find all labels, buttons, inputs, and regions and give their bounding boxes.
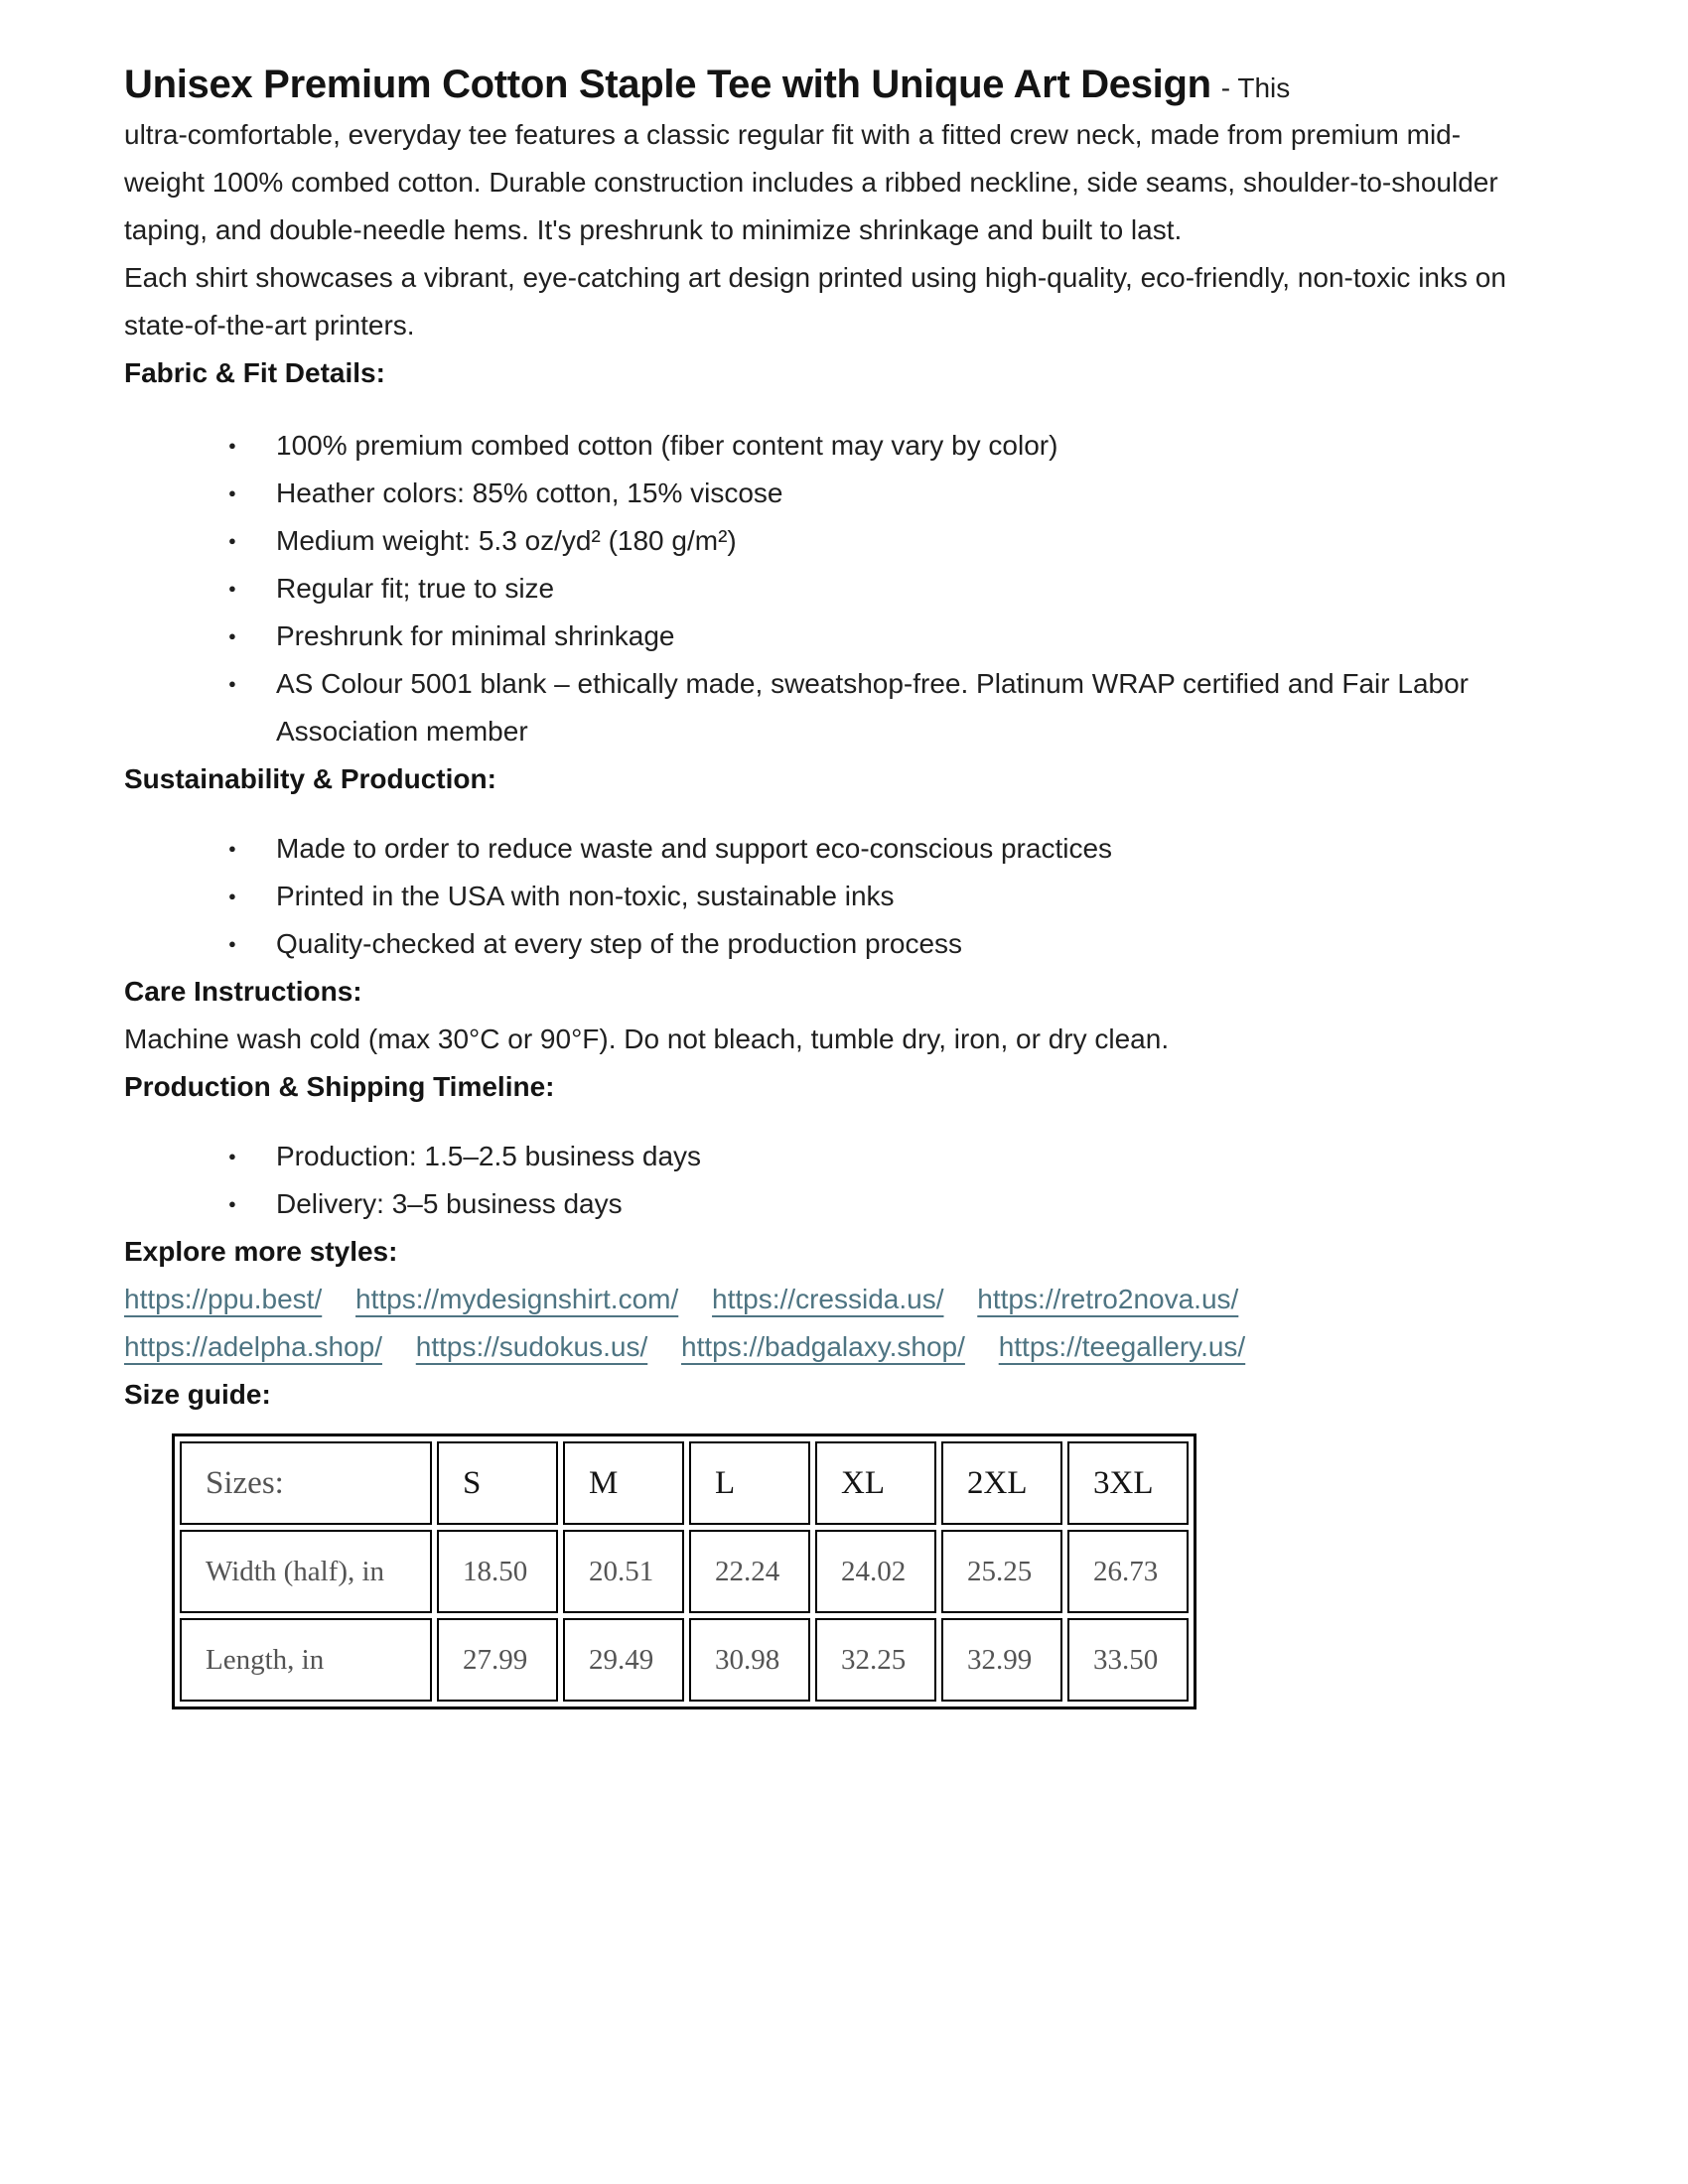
table-cell-length-l: 30.98 <box>689 1618 810 1702</box>
list-item: ● Heather colors: 85% cotton, 15% viscose <box>226 470 1521 517</box>
list-item: ● Made to order to reduce waste and support eco-conscious practices <box>226 825 1521 873</box>
intro-paragraph-1: ultra-comfortable, everyday tee features a classic regular fit with a fitted crew neck, made from premium mid-weight 100% combed cotton. Durable construction includes a ribbed neckline, side seams, shoulder-to-shoulder taping, and double-needle hems. It's preshrunk to minimize shrinkage and built to last. <box>124 119 1498 245</box>
heading-production-shipping: Production & Shipping Timeline: <box>124 1071 555 1102</box>
list-item: ● AS Colour 5001 blank – ethically made, sweatshop-free. Platinum WRAP certified and Fair Labor Association member <box>226 660 1521 755</box>
links-row-1 <box>124 1276 1521 1323</box>
table-cell-width-l: 22.24 <box>689 1530 810 1613</box>
table-cell-length-2xl: 32.99 <box>941 1618 1062 1702</box>
table-cell-length-label: Length, in <box>180 1618 432 1702</box>
table-cell-length-m: 29.49 <box>563 1618 684 1702</box>
shipping-list <box>124 1133 1521 1228</box>
list-item: ● Medium weight: 5.3 oz/yd² (180 g/m²) <box>226 517 1521 565</box>
heading-care-instructions: Care Instructions: <box>124 976 362 1007</box>
links-row-2 <box>124 1323 1521 1371</box>
table-cell-width-m: 20.51 <box>563 1530 684 1613</box>
table-cell-size-3xl: 3XL <box>1067 1441 1189 1525</box>
heading-size-guide: Size guide: <box>124 1379 271 1410</box>
link-teegallery[interactable]: https://teegallery.us/ <box>998 1331 1246 1362</box>
link-sudokus[interactable]: https://sudokus.us/ <box>415 1331 648 1362</box>
list-item: ● Regular fit; true to size <box>226 565 1521 613</box>
heading-fabric-fit: Fabric & Fit Details: <box>124 357 385 388</box>
list-item: ● 100% premium combed cotton (fiber content may vary by color) <box>226 422 1521 470</box>
intro-paragraph-2: Each shirt showcases a vibrant, eye-catching art design printed using high-quality, eco-friendly, non-toxic inks on state-of-the-art printers. <box>124 262 1506 341</box>
table-row-width <box>180 1530 1189 1613</box>
link-ppu-best[interactable]: https://ppu.best/ <box>124 1284 323 1314</box>
table-cell-width-2xl: 25.25 <box>941 1530 1062 1613</box>
page-title <box>124 62 1521 111</box>
link-retro2nova[interactable]: https://retro2nova.us/ <box>977 1284 1239 1314</box>
table-cell-width-xl: 24.02 <box>815 1530 936 1613</box>
list-item: ● Printed in the USA with non-toxic, sustainable inks <box>226 873 1521 920</box>
sustainability-list <box>124 825 1521 968</box>
table-cell-length-s: 27.99 <box>437 1618 558 1702</box>
list-item: ● Preshrunk for minimal shrinkage <box>226 613 1521 660</box>
heading-sustainability: Sustainability & Production: <box>124 763 496 794</box>
link-mydesignshirt[interactable]: https://mydesignshirt.com/ <box>355 1284 679 1314</box>
table-cell-width-3xl: 26.73 <box>1067 1530 1189 1613</box>
link-badgalaxy[interactable]: https://badgalaxy.shop/ <box>681 1331 965 1362</box>
table-header-row <box>180 1441 1189 1525</box>
page-title-main: Unisex Premium Cotton Staple Tee with Unique Art Design <box>124 63 1211 106</box>
table-cell-size-s: S <box>437 1441 558 1525</box>
table-cell-size-l: L <box>689 1441 810 1525</box>
list-item: ● Quality-checked at every step of the production process <box>226 920 1521 968</box>
link-cressida[interactable]: https://cressida.us/ <box>712 1284 944 1314</box>
page-title-tail: - This <box>1220 72 1291 103</box>
list-item: ● Delivery: 3–5 business days <box>226 1180 1521 1228</box>
table-row-length <box>180 1618 1189 1702</box>
table-cell-size-xl: XL <box>815 1441 936 1525</box>
table-cell-length-3xl: 33.50 <box>1067 1618 1189 1702</box>
table-cell-size-m: M <box>563 1441 684 1525</box>
care-instructions-text: Machine wash cold (max 30°C or 90°F). Do not bleach, tumble dry, iron, or dry clean. <box>124 1024 1170 1054</box>
table-cell-width-s: 18.50 <box>437 1530 558 1613</box>
list-item: ● Production: 1.5–2.5 business days <box>226 1133 1521 1180</box>
table-cell-sizes-label: Sizes: <box>180 1441 432 1525</box>
table-cell-length-xl: 32.25 <box>815 1618 936 1702</box>
heading-explore-styles: Explore more styles: <box>124 1236 398 1267</box>
fabric-fit-list <box>124 422 1521 755</box>
table-cell-size-2xl: 2XL <box>941 1441 1062 1525</box>
link-adelpha[interactable]: https://adelpha.shop/ <box>124 1331 382 1362</box>
size-guide-table <box>172 1433 1196 1709</box>
table-cell-width-label: Width (half), in <box>180 1530 432 1613</box>
